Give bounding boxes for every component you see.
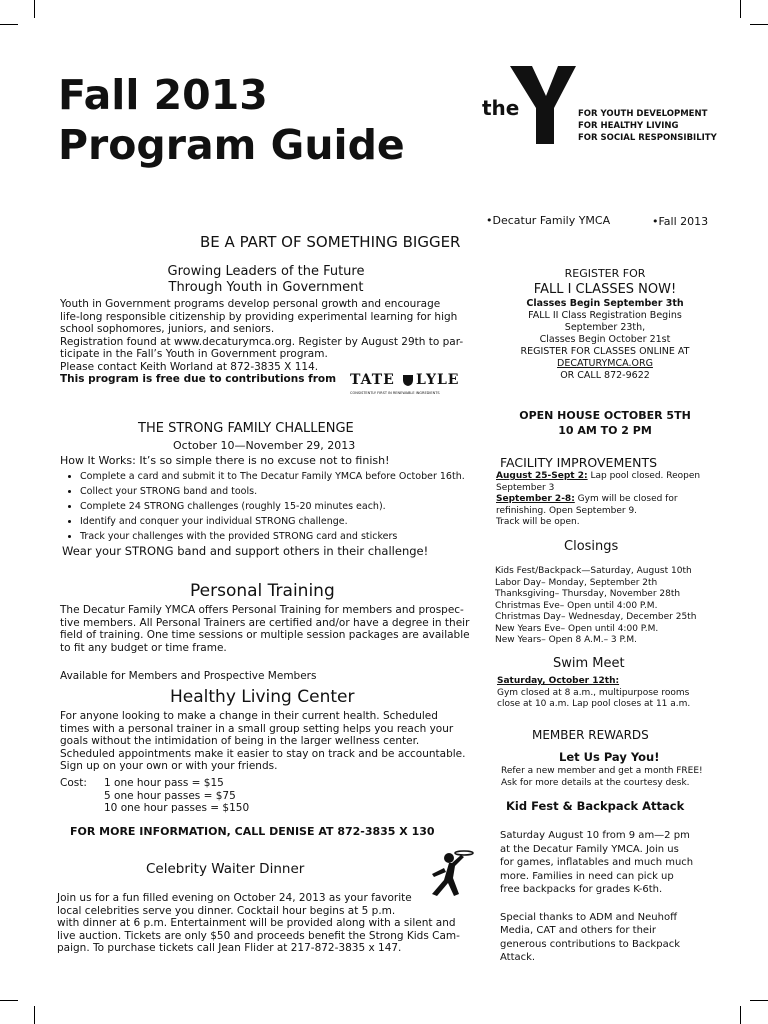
celebrity-heading: Celebrity Waiter Dinner xyxy=(146,861,305,877)
ymca-y-icon xyxy=(510,62,578,146)
cost-item: 5 one hour passes = $75 xyxy=(104,789,236,802)
body-line: Sign up on your own or with your friends. xyxy=(60,760,278,772)
register-heading-1: REGISTER FOR xyxy=(564,267,646,280)
body-line: for games, inflatables and much much xyxy=(500,857,694,868)
title-line-2: Program Guide xyxy=(58,121,405,169)
crest-icon xyxy=(402,374,414,387)
closings-list xyxy=(495,566,696,647)
strong-dates: October 10—November 29, 2013 xyxy=(173,439,356,452)
facility-text: refinishing. Open September 9. xyxy=(496,505,638,516)
list-item: • Complete 24 STRONG challenges (roughly 15-20 minutes each). xyxy=(80,499,482,514)
list-item: Kids Fest/Backpack—Saturday, August 10th xyxy=(495,566,692,576)
rewards-heading: MEMBER REWARDS xyxy=(532,728,649,742)
sponsor-name: TATE xyxy=(350,372,395,388)
crop-mark xyxy=(0,1000,18,1001)
strong-how: How It Works: It’s so simple there is no excuse not to finish! xyxy=(60,454,390,467)
facility-text: September 3 xyxy=(496,482,555,493)
crop-mark xyxy=(740,1006,741,1024)
crop-mark xyxy=(750,1000,768,1001)
body-line: Join us for a fun filled evening on October 24, 2013 as your favorite xyxy=(57,892,412,904)
body-line: times with a personal trainer in a small group setting helps you reach your xyxy=(60,722,454,735)
cost-item: 1 one hour pass = $15 xyxy=(104,777,224,789)
register-heading-2: FALL I CLASSES NOW! xyxy=(533,282,677,297)
list-item: Thanksgiving– Thursday, November 28th xyxy=(495,589,681,599)
crop-mark xyxy=(34,1006,35,1024)
free-program-line: This program is free due to contributions from xyxy=(60,373,337,385)
body-line: paign. To purchase tickets call Jean Flider at 217-872-3835 x 147. xyxy=(57,942,402,954)
body-line: free backpacks for grades K-6th. xyxy=(500,884,663,895)
body-line: Special thanks to ADM and Neuhoff xyxy=(500,911,677,923)
list-item: New Years Eve– Open until 4:00 P.M. xyxy=(495,623,659,634)
body-line: Media, CAT and others for their xyxy=(500,925,656,936)
youth-gov-heading xyxy=(96,264,436,296)
body-line: at the Decatur Family YMCA. Join us xyxy=(500,843,679,855)
facility-body xyxy=(496,471,700,529)
body-line: field of training. One time sessions or multiple session packages are available xyxy=(60,629,470,641)
waiter-icon xyxy=(424,848,476,898)
swim-heading: Swim Meet xyxy=(553,656,625,671)
logo-ymca-text: YMCA xyxy=(558,125,573,144)
body-line: Saturday August 10 from 9 am—2 pm xyxy=(500,830,690,841)
body-line: Youth in Government programs develop personal growth and encourage xyxy=(60,298,441,310)
celebrity-body xyxy=(57,892,460,955)
cost-label: Cost: xyxy=(60,777,87,789)
facility-date: August 25-Sept 2: xyxy=(496,471,588,481)
facility-text: Lap pool closed. Reopen xyxy=(587,471,701,481)
tate-lyle-logo xyxy=(350,372,465,400)
register-website-link[interactable]: DECATURYMCA.ORG xyxy=(557,358,653,369)
open-house-line-2: 10 AM TO 2 PM xyxy=(558,424,652,437)
personal-available: Available for Members and Prospective Members xyxy=(60,670,317,682)
spacer xyxy=(500,897,693,911)
register-line: Classes Begin October 21st xyxy=(539,334,671,345)
open-house-line-1: OPEN HOUSE OCTOBER 5TH xyxy=(519,409,691,422)
ymca-logo xyxy=(478,60,718,150)
facility-date: September 2-8: xyxy=(496,494,575,504)
register-block xyxy=(490,267,720,382)
body-line: to fit any budget or time frame. xyxy=(60,641,227,654)
cost-list xyxy=(104,777,249,815)
rewards-text: Ask for more details at the courtesy desk. xyxy=(501,777,690,788)
healthy-body xyxy=(60,710,465,773)
body-line: with dinner at 6 p.m. Entertainment will be provided along with a silent and xyxy=(57,917,456,929)
kidfest-body xyxy=(500,829,693,965)
tagline-line: FOR SOCIAL RESPONSIBILITY xyxy=(578,133,717,143)
sponsor-tagline: CONSISTENTLY FIRST IN RENEWABLE INGREDIENTS xyxy=(350,391,440,395)
register-line: REGISTER FOR CLASSES ONLINE AT xyxy=(520,346,690,357)
page-title xyxy=(58,70,405,170)
rewards-sub: Let Us Pay You! xyxy=(559,750,660,764)
swim-body xyxy=(497,676,690,711)
facility-text: Track will be open. xyxy=(496,517,580,527)
personal-heading: Personal Training xyxy=(190,581,335,601)
body-line: more. Families in need can pick up xyxy=(500,870,674,882)
body-line: ticipate in the Fall’s Youth in Government program. xyxy=(60,348,328,360)
open-house-block xyxy=(494,408,716,438)
list-item: Christmas Day– Wednesday, December 25th xyxy=(495,612,697,622)
tagline-block xyxy=(578,108,717,144)
banner-heading: BE A PART OF SOMETHING BIGGER xyxy=(200,233,461,251)
crop-mark xyxy=(0,24,18,25)
crop-mark xyxy=(34,0,35,18)
org-name: •Decatur Family YMCA xyxy=(486,214,611,227)
kidfest-heading: Kid Fest & Backpack Attack xyxy=(506,799,685,813)
strong-list xyxy=(62,469,482,544)
body-line: Scheduled appointments make it easier to stay on track and be accountable. xyxy=(60,747,466,760)
swim-text: close at 10 a.m. Lap pool closes at 11 a.m. xyxy=(497,699,691,709)
more-info-line: FOR MORE INFORMATION, CALL DENISE AT 872-3835 X 130 xyxy=(70,825,435,838)
body-line: Please contact Keith Worland at 872-3835 X 114. xyxy=(60,360,319,373)
personal-body xyxy=(60,604,470,654)
tagline-line: FOR YOUTH DEVELOPMENT xyxy=(578,109,708,119)
crop-mark xyxy=(750,24,768,25)
list-item: • Identify and conquer your individual STRONG challenge. xyxy=(80,514,482,529)
crop-mark xyxy=(740,0,741,18)
list-item: • Collect your STRONG band and tools. xyxy=(80,484,482,499)
list-item: New Years– Open 8 A.M.– 3 P.M. xyxy=(495,635,638,645)
strong-closing: Wear your STRONG band and support others in their challenge! xyxy=(62,544,429,558)
tagline-line: FOR HEALTHY LIVING xyxy=(578,121,679,131)
body-line: life-long responsible citizenship by providing experimental learning for high xyxy=(60,310,458,323)
swim-text: Gym closed at 8 a.m., multipurpose rooms xyxy=(497,687,690,698)
youth-gov-heading-1: Growing Leaders of the Future xyxy=(167,264,365,279)
swim-date: Saturday, October 12th: xyxy=(497,676,620,686)
healthy-heading: Healthy Living Center xyxy=(170,687,355,707)
list-item: Christmas Eve– Open until 4:00 P.M. xyxy=(495,600,658,611)
list-item: • Complete a card and submit it to The Decatur Family YMCA before October 16th. xyxy=(80,469,482,484)
register-line: FALL II Class Registration Begins xyxy=(528,310,682,321)
body-line: goals without the intimidation of being in the larger wellness center. xyxy=(60,735,420,747)
body-line: school sophomores, juniors, and seniors. xyxy=(60,323,275,335)
body-line: For anyone looking to make a change in their current health. Scheduled xyxy=(60,710,438,722)
body-line: The Decatur Family YMCA offers Personal Training for members and prospec- xyxy=(60,604,464,616)
list-item: • Track your challenges with the provided STRONG card and stickers xyxy=(80,529,482,544)
logo-the-text: the xyxy=(482,96,520,120)
body-line: Attack. xyxy=(500,952,536,963)
rewards-text: Refer a new member and get a month FREE! xyxy=(501,766,703,776)
facility-heading: FACILITY IMPROVEMENTS xyxy=(500,455,658,470)
title-line-1: Fall 2013 xyxy=(58,71,268,119)
body-line: live auction. Tickets are only $50 and proceeds benefit the Strong Kids Cam- xyxy=(57,929,460,942)
body-line: local celebrities serve you dinner. Cocktail hour begins at 5 p.m. xyxy=(57,904,396,917)
body-line: tive members. All Personal Trainers are certified and/or have a degree in their xyxy=(60,616,470,629)
list-item: Labor Day– Monday, September 2th xyxy=(495,577,658,588)
body-line: Registration found at www.decaturymca.org. Register by August 29th to par- xyxy=(60,335,464,348)
strong-heading: THE STRONG FAMILY CHALLENGE xyxy=(138,421,354,436)
cost-item: 10 one hour passes = $150 xyxy=(104,802,250,814)
register-line: September 23th, xyxy=(564,322,646,333)
youth-gov-heading-2: Through Youth in Government xyxy=(168,280,364,295)
register-start-date: Classes Begin September 3th xyxy=(526,298,684,309)
rewards-body xyxy=(501,766,703,789)
sponsor-name-2: LYLE xyxy=(416,372,460,388)
body-line: generous contributions to Backpack xyxy=(500,938,680,950)
closings-heading: Closings xyxy=(564,539,619,554)
season-label: •Fall 2013 xyxy=(652,215,709,228)
register-phone: OR CALL 872-9622 xyxy=(560,370,650,381)
facility-text: Gym will be closed for xyxy=(574,494,678,504)
